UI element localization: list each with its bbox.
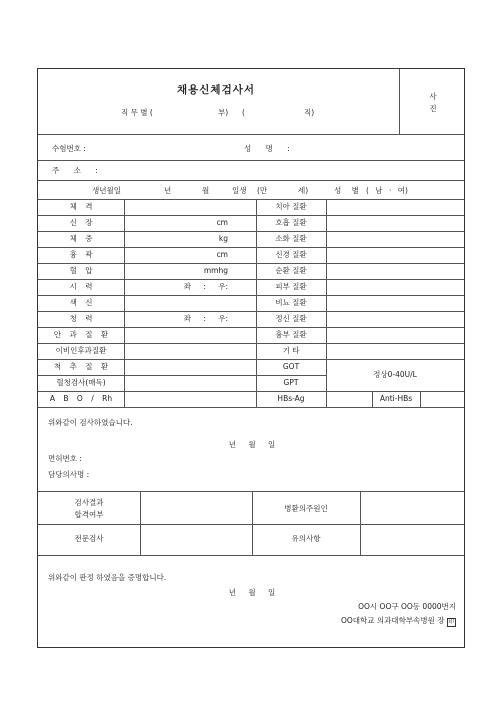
job-open: (: [242, 108, 245, 117]
row-line: [38, 311, 464, 312]
row-line: [38, 180, 464, 181]
col-line: [252, 491, 253, 555]
col-line: [140, 491, 141, 555]
exam-right-label: 흉부 질환: [275, 330, 307, 339]
exam-label: 체 중: [69, 234, 93, 243]
special-exam-label: 전문검사: [74, 534, 104, 543]
exam-label: 흉 곽: [69, 250, 93, 259]
row-line: [38, 279, 464, 280]
name-label: 성 명 :: [244, 144, 290, 153]
doctor-label: 담당의사명 :: [48, 470, 90, 479]
birth-month: 월: [202, 186, 210, 195]
photo-label: 사 진: [429, 92, 437, 113]
row-line: [38, 555, 464, 556]
hospital-name-text: OO대학교 의과대학부속병원 장: [340, 616, 445, 625]
exam-label: A B O / Rh: [49, 394, 113, 403]
health-exam-form: [37, 68, 465, 648]
row-line: [38, 231, 464, 232]
row-line: [38, 359, 464, 360]
exam-unit: mmhg: [203, 266, 228, 275]
exam-label: 시 력: [69, 282, 93, 291]
hospital-name: [341, 617, 456, 627]
row-line: [38, 524, 464, 525]
form-title: 채용신체검사서: [176, 84, 256, 96]
header-bottom-line: [38, 134, 464, 135]
exam-label: 이비인후과질환: [55, 346, 107, 355]
certify-date: 년 월 일: [228, 588, 276, 597]
col-line: [360, 491, 361, 555]
exam-right-label: GPT: [283, 378, 299, 387]
certify-text: 위와같이 판정 하였음을 증명합니다.: [48, 573, 167, 582]
exam-unit: cm: [216, 218, 228, 227]
exam-right-label: 치아 질환: [275, 202, 307, 211]
row-line: [38, 215, 464, 216]
exam-right-label: 신경 질환: [275, 250, 307, 259]
exam-label: 혈 압: [69, 266, 93, 275]
row-line: [38, 199, 464, 200]
exam-label: 청 력: [69, 314, 93, 323]
row-line: [38, 295, 464, 296]
liver-normal-range: 정상0-40U/L: [373, 370, 417, 379]
birth-label: 생년월일: [92, 186, 121, 195]
row-line: [38, 343, 464, 344]
license-label: 면허번호 :: [48, 454, 82, 463]
exam-label: 신 장: [69, 218, 93, 227]
age-open: (만: [257, 186, 268, 195]
birth-year: 년: [164, 186, 172, 195]
exam-right-label: 호흡 질환: [275, 218, 307, 227]
row-line: [38, 247, 464, 248]
job-label: 직 무 별 (: [121, 108, 153, 117]
col-line: [372, 391, 373, 407]
col-line: [420, 391, 421, 407]
address-label: 주 소 :: [52, 166, 98, 175]
exam-unit: kg: [218, 234, 228, 243]
exam-unit: cm: [216, 250, 228, 259]
exam-right-label: HBs-Ag: [277, 394, 305, 403]
hospital-address: OO시 OO구 OO동 0000번지: [358, 602, 456, 611]
exam-right-label: 피부 질환: [275, 282, 307, 291]
age-close: 세): [298, 186, 309, 195]
job-dept: 부): [218, 108, 229, 117]
cause-label: 병환의주원인: [284, 504, 328, 513]
exam-right-label: GOT: [282, 362, 300, 371]
exam-label: 체 격: [69, 202, 93, 211]
exam-label: 색 신: [69, 298, 93, 307]
col-line: [124, 199, 125, 407]
confirm-text: 위와같이 검사하였습니다.: [48, 418, 133, 427]
exam-label: 안 과 질 환: [53, 330, 109, 339]
exam-unit: 좌 : 우:: [183, 314, 228, 323]
seal-stamp: 印: [448, 619, 454, 625]
exam-right-label: 순환 질환: [275, 266, 307, 275]
exam-right-label: 정신 질환: [275, 314, 307, 323]
exam-number-label: 수험번호 :: [52, 144, 86, 153]
result-label-1: 검사결과: [74, 498, 104, 507]
confirm-date: 년 월 일: [228, 440, 276, 449]
exam-label: 혈청검사(매독): [56, 378, 106, 387]
row-line: [38, 491, 464, 492]
exam-unit: 좌 : 우:: [183, 282, 228, 291]
exam-label: 척 추 질 환: [53, 362, 109, 371]
note-label: 유의사항: [291, 534, 321, 543]
anti-hbs-label: Anti-HBs: [379, 394, 413, 403]
sex-label: 성 별: [334, 186, 359, 195]
sex-value: ( 남 · 여): [366, 186, 408, 195]
row-line: [38, 407, 464, 408]
row-line: [38, 391, 464, 392]
exam-right-label: 비뇨 질환: [275, 298, 307, 307]
result-label-2: 합격여부: [74, 510, 104, 519]
job-close: 직): [304, 108, 315, 117]
birth-day: 일생: [232, 186, 247, 195]
row-line: [38, 263, 464, 264]
row-line: [38, 160, 464, 161]
row-line: [38, 327, 464, 328]
exam-right-label: 기 타: [282, 346, 300, 355]
col-line: [256, 199, 257, 407]
exam-right-label: 소화 질환: [275, 234, 307, 243]
photo-divider: [399, 69, 400, 134]
